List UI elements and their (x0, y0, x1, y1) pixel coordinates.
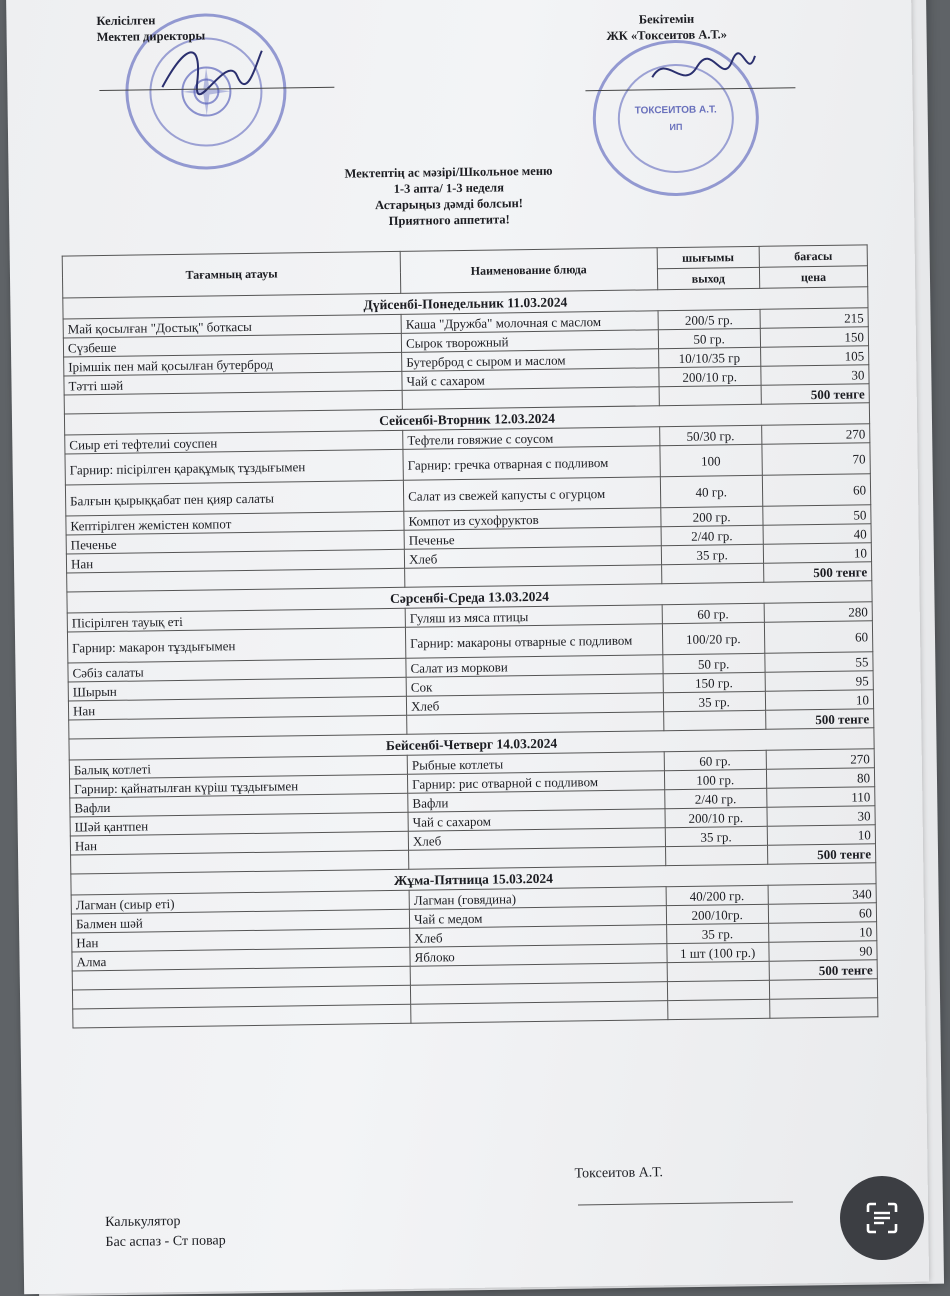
dish-name-ru: Сырок творожный (401, 330, 658, 353)
dish-price: 150 (760, 327, 868, 348)
dish-price: 90 (769, 941, 877, 962)
day-total: 500 тенге (766, 709, 874, 730)
dish-name-ru: Чай с сахаром (402, 368, 659, 391)
dish-portion: 35 гр. (666, 923, 769, 943)
dish-name-ru: Лагман (говядина) (409, 887, 666, 910)
dish-portion: 200/5 гр. (658, 309, 761, 329)
dish-name-kz: Алма (72, 947, 410, 971)
dish-price: 40 (763, 524, 871, 545)
menu-document (6, 0, 929, 1294)
dish-name-kz: Ірімшік пен май қосылған бутерброд (64, 352, 402, 376)
scan-text-icon (862, 1198, 902, 1238)
dish-name-kz: Балық котлеті (69, 755, 407, 779)
dish-name-kz: Гарнир: макарон тұздығымен (67, 627, 405, 663)
menu-table (62, 244, 879, 1028)
dish-name-ru: Чай с сахаром (408, 809, 665, 832)
dish-portion: 100/20 гр. (662, 622, 765, 654)
dish-price: 10 (767, 825, 875, 846)
dish-name-kz: Шырын (68, 677, 406, 701)
title-line-1: Мектептің ас мәзірі/Школьное меню (344, 163, 553, 181)
scan-text-button[interactable] (840, 1176, 924, 1260)
dish-portion: 40 гр. (660, 475, 763, 507)
dish-name-ru: Салат из свежей капусты с огурцом (403, 477, 660, 512)
dish-name-ru: Сок (406, 674, 663, 697)
dish-price: 10 (765, 690, 873, 711)
approve-label: Бекітемін (638, 11, 695, 27)
dish-portion: 35 гр. (663, 691, 766, 711)
dish-name-ru: Салат из моркови (406, 655, 663, 678)
dish-portion: 35 гр. (665, 826, 768, 846)
dish-name-kz: Сүзбеше (63, 333, 401, 357)
total-spacer-qty (665, 845, 768, 865)
dish-name-ru: Хлеб (408, 828, 665, 851)
dish-price: 80 (766, 768, 874, 789)
day-total: 500 тенге (769, 960, 877, 981)
dish-price: 10 (768, 922, 876, 943)
dish-name-kz: Май қосылған "Достық" боткасы (63, 314, 401, 338)
day-total: 500 тенге (763, 562, 871, 583)
dish-name-kz: Кептірілген жемістен компот (66, 511, 404, 535)
col-header-kz: Тағамның атауы (62, 251, 401, 298)
dish-portion: 150 гр. (663, 672, 766, 692)
empty-cell (667, 980, 770, 1000)
dish-name-ru: Тефтели говяжие с соусом (403, 427, 660, 450)
dish-name-kz: Шәй қантпен (70, 812, 408, 836)
day-title: Сәрсенбі-Среда 13.03.2024 (67, 581, 872, 613)
dish-name-ru: Бутерброд с сыром и маслом (402, 349, 659, 372)
dish-portion: 50/30 гр. (659, 425, 762, 445)
title-line-4: Приятного аппетита! (388, 212, 510, 228)
dish-name-ru: Хлеб (410, 925, 667, 948)
dish-name-kz: Балғын қырыққабат пен қияр салаты (65, 480, 403, 516)
empty-cell (411, 1001, 668, 1024)
dish-price: 55 (765, 652, 873, 673)
dish-name-ru: Хлеб (404, 546, 661, 569)
dish-portion: 50 гр. (658, 328, 761, 348)
dish-price: 30 (767, 806, 875, 827)
dish-name-ru: Печенье (404, 527, 661, 550)
dish-name-kz: Нан (66, 549, 404, 573)
col-header-price-ru: цена (759, 266, 867, 289)
dish-price: 60 (764, 621, 873, 654)
menu-title (308, 162, 589, 230)
dish-name-kz: Гарнир: пісірілген қарақұмық тұздығымен (65, 449, 403, 485)
dish-portion: 100 (659, 444, 762, 476)
dish-price: 60 (762, 474, 871, 507)
title-line-3: Астарыңыз дәмді болсын! (375, 196, 523, 213)
dish-portion: 1 шт (100 гр.) (666, 942, 769, 962)
dish-name-kz: Вафли (70, 793, 408, 817)
dish-price: 30 (761, 365, 869, 386)
signer-name: Токсеитов А.Т. (574, 1165, 664, 1182)
agree-label: Келісілген (96, 13, 156, 29)
dish-price: 70 (762, 443, 871, 476)
dish-portion: 35 гр. (661, 544, 764, 564)
dish-price: 105 (760, 346, 868, 367)
dish-price: 270 (766, 749, 874, 770)
dish-portion: 60 гр. (662, 603, 765, 623)
dish-price: 340 (768, 884, 876, 905)
empty-cell (73, 1004, 411, 1028)
calculator-label: Калькулятор (105, 1214, 181, 1231)
dish-portion: 200/10 гр. (658, 366, 761, 386)
dish-name-kz: Нан (70, 831, 408, 855)
day-total: 500 тенге (767, 844, 875, 865)
dish-name-kz: Сәбіз салаты (68, 658, 406, 682)
dish-name-kz: Пісірілген тауық еті (67, 608, 405, 632)
dish-name-ru: Чай с медом (409, 906, 666, 929)
dish-price: 110 (767, 787, 875, 808)
dish-portion: 10/10/35 гр (658, 347, 761, 367)
stamp-name: ТОКСЕИТОВ А.Т. (634, 103, 717, 117)
title-line-2: 1-3 апта/ 1-3 неделя (393, 180, 505, 196)
director-label: Мектеп директоры (96, 28, 206, 45)
dish-name-kz: Балмен шәй (71, 909, 409, 933)
total-spacer-qty (661, 563, 764, 583)
col-header-qty-kz: шығымы (657, 246, 760, 268)
dish-name-kz: Нан (72, 928, 410, 952)
dish-portion: 2/40 гр. (661, 525, 764, 545)
dish-name-kz: Тәтті шәй (64, 371, 402, 395)
footer-left (105, 1211, 226, 1253)
dish-name-ru: Компот из сухофруктов (404, 508, 661, 531)
day-title: Жұма-Пятница 15.03.2024 (71, 863, 876, 895)
total-spacer-qty (667, 961, 770, 981)
dish-name-ru: Гуляш из мяса птицы (405, 605, 662, 628)
dish-name-ru: Гарнир: макароны отварные с подливом (405, 624, 662, 659)
dish-portion: 200/10гр. (666, 904, 769, 924)
dish-name-ru: Гарнир: рис отварной с подливом (408, 771, 665, 794)
dish-portion: 2/40 гр. (664, 788, 767, 808)
dish-portion: 40/200 гр. (666, 885, 769, 905)
day-title: Бейсенбі-Четверг 14.03.2024 (69, 728, 874, 760)
dish-price: 95 (765, 671, 873, 692)
day-title: Дүйсенбі-Понедельник 11.03.2024 (63, 287, 868, 319)
dish-portion: 100 гр. (664, 769, 767, 789)
dish-portion: 60 гр. (664, 750, 767, 770)
dish-name-ru: Рыбные котлеты (407, 752, 664, 775)
col-header-ru: Наименование блюда (400, 248, 657, 294)
dish-price: 280 (764, 602, 872, 623)
total-spacer-qty (663, 710, 766, 730)
empty-cell (769, 979, 877, 1000)
empty-cell (667, 999, 770, 1019)
dish-name-ru: Яблоко (410, 944, 667, 967)
day-total: 500 тенге (761, 384, 869, 405)
col-header-qty-ru: выход (657, 267, 760, 289)
col-header-price-kz: бағасы (759, 245, 867, 268)
signer-line (578, 1201, 793, 1205)
dish-name-kz: Нан (68, 696, 406, 720)
day-title: Сейсенбі-Вторник 12.03.2024 (64, 403, 869, 435)
agreement-block (96, 12, 205, 46)
dish-portion: 50 гр. (662, 653, 765, 673)
dish-name-kz: Сиыр еті тефтелиі соуспен (65, 430, 403, 454)
dish-portion: 200/10 гр. (665, 807, 768, 827)
dish-name-ru: Хлеб (406, 693, 663, 716)
dish-name-ru: Вафли (408, 790, 665, 813)
dish-price: 215 (760, 308, 868, 329)
chef-label: Бас аспаз - Ст повар (105, 1233, 226, 1251)
dish-price: 50 (763, 505, 871, 526)
dish-name-ru: Каша "Дружба" молочная с маслом (401, 311, 658, 334)
dish-price: 270 (762, 424, 870, 445)
stamp-sub: ИП (669, 121, 683, 132)
dish-price: 10 (763, 543, 871, 564)
dish-name-ru: Гарнир: гречка отварная с подливом (403, 446, 660, 481)
dish-name-kz: Гарнир: қайнатылған күріш тұздығымен (70, 774, 408, 798)
dish-price: 60 (768, 903, 876, 924)
dish-portion: 200 гр. (660, 506, 763, 526)
dish-name-kz: Печенье (66, 530, 404, 554)
approval-block (566, 10, 766, 45)
total-spacer-qty (659, 385, 762, 405)
dish-name-kz: Лагман (сиыр еті) (71, 890, 409, 914)
empty-cell (770, 998, 878, 1019)
entrepreneur-label: ЖК «Токсеитов А.Т.» (606, 27, 728, 43)
